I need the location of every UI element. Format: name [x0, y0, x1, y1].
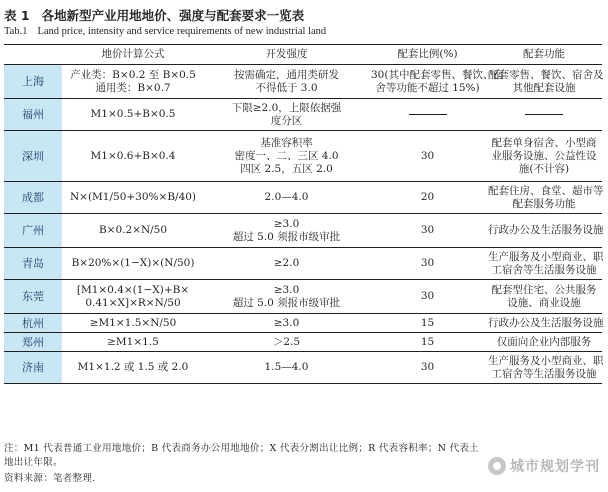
intensity-cell	[204, 99, 369, 131]
intensity-line: 超过 5.0 须报市级审批	[232, 230, 341, 243]
empty-dash	[409, 114, 447, 115]
function-line: 设施、商业设施	[507, 296, 581, 309]
city-cell: 青岛	[4, 248, 62, 280]
ratio-line: 30	[420, 290, 435, 302]
formula-cell	[62, 182, 204, 214]
formula-line: B×0.2×N/50	[98, 224, 168, 236]
formula-cell	[62, 214, 204, 248]
function-line: 生产服务及小型商业、职	[488, 354, 604, 367]
intensity-cell	[204, 65, 369, 99]
formula-line: 产业类：B×0.2 至 B×0.5	[70, 68, 196, 81]
function-cell	[486, 248, 602, 280]
table-row	[4, 314, 602, 333]
table-title-english	[4, 26, 326, 37]
intensity-line: 按需确定，通用类研发	[234, 68, 339, 81]
function-line: 工宿舍等生活服务设施	[491, 367, 597, 380]
formula-cell	[62, 314, 204, 333]
intensity-cell	[204, 280, 369, 314]
function-line: 行政办公及生活服务设施	[488, 316, 604, 329]
formula-line: ≥M1×1.5×N/50	[89, 316, 177, 329]
intensity-line: 下限≥2.0，上限依据强	[231, 101, 342, 114]
wechat-icon	[488, 457, 506, 475]
city-cell: 成都	[4, 182, 62, 214]
ratio-cell	[369, 280, 486, 314]
formula-cell	[62, 99, 204, 131]
formula-cell	[62, 352, 204, 384]
table-title-en: Land price, intensity and service requirements of new industrial land	[37, 26, 327, 37]
table-row	[4, 352, 602, 384]
watermark	[488, 456, 600, 476]
header-city	[4, 45, 62, 65]
ratio-line: 30	[420, 224, 435, 236]
watermark-text: 城市规划学刊	[510, 459, 600, 475]
intensity-line: 四区 2.5，五区 2.0	[240, 162, 333, 175]
intensity-line: ＞2.5	[272, 335, 301, 348]
table-row	[4, 131, 602, 182]
city-cell: 上海	[4, 65, 62, 99]
function-cell	[486, 352, 602, 384]
header-ratio: 配套比例(%)	[369, 45, 486, 65]
ratio-cell	[369, 182, 486, 214]
ratio-line: 15	[420, 316, 435, 329]
function-cell	[486, 131, 602, 182]
formula-line: 通用类：B×0.7	[95, 81, 171, 94]
function-cell	[486, 182, 602, 214]
table-row	[4, 248, 602, 280]
ratio-cell	[369, 248, 486, 280]
function-cell	[486, 214, 602, 248]
function-line: 配套零售、餐饮、宿舍及	[488, 68, 604, 81]
header-formula: 地价计算公式	[62, 45, 204, 65]
source-note: 资料来源：笔者整理.	[4, 473, 96, 484]
ratio-line: 30	[420, 361, 435, 373]
ratio-line: 20	[420, 191, 435, 203]
table-label-en: Tab.1	[4, 26, 28, 37]
function-line: 生产服务及小型商业、职	[488, 250, 604, 263]
intensity-line: ≥3.0	[273, 316, 300, 329]
intensity-line: ≥3.0	[273, 283, 300, 296]
function-cell	[486, 65, 602, 99]
intensity-cell	[204, 248, 369, 280]
table-note	[4, 440, 479, 468]
function-line: 业服务设施、公益性设	[491, 149, 597, 162]
function-cell	[486, 314, 602, 333]
function-line: 配套服务功能	[512, 197, 576, 210]
ratio-line: 15	[420, 335, 435, 348]
ratio-line: 30(其中配套零售、餐饮、宿	[371, 68, 504, 81]
table-title	[4, 6, 304, 24]
intensity-line: 基准容积率	[260, 136, 313, 149]
table-row	[4, 99, 602, 131]
city-cell: 广州	[4, 214, 62, 248]
city-cell: 东莞	[4, 280, 62, 314]
function-line: 配套型住宅、公共服务	[491, 283, 597, 296]
city-cell: 福州	[4, 99, 62, 131]
intensity-line: 超过 5.0 须报市级审批	[232, 296, 341, 309]
intensity-cell	[204, 333, 369, 352]
formula-line: B×20%×(1−X)×(N/50)	[71, 257, 195, 269]
ratio-cell	[369, 131, 486, 182]
ratio-cell	[369, 314, 486, 333]
formula-cell	[62, 333, 204, 352]
intensity-line: 1.5—4.0	[264, 361, 309, 373]
formula-line: M1×0.6+B×0.4	[90, 149, 176, 162]
table-header-row	[4, 45, 602, 65]
ratio-cell	[369, 333, 486, 352]
ratio-line: 30	[420, 149, 435, 162]
ratio-cell	[369, 99, 486, 131]
note-line-1: 注：M1 代表普通工业用地地价；B 代表商务办公用地地价；X 代表分割出让比例；R 代表容积率；N 代表土	[4, 443, 479, 454]
intensity-cell	[204, 182, 369, 214]
function-cell	[486, 99, 602, 131]
ratio-line: 30	[420, 257, 435, 269]
function-cell	[486, 280, 602, 314]
city-cell: 郑州	[4, 333, 62, 352]
intensity-line: ≥2.0	[273, 257, 300, 269]
function-line: 其他配套设施	[512, 81, 576, 94]
formula-line: [M1×0.4×(1−X)+B×	[76, 283, 190, 296]
function-line: 仅面向企业内部服务	[496, 335, 592, 348]
table-row	[4, 280, 602, 314]
formula-line: M1×0.5+B×0.5	[90, 108, 176, 120]
function-line: 施(不计容)	[518, 162, 570, 175]
intensity-line: 2.0—4.0	[264, 191, 309, 203]
formula-cell	[62, 248, 204, 280]
intensity-line: 密度一、二、三区 4.0	[234, 149, 339, 162]
intensity-cell	[204, 214, 369, 248]
land-policy-table	[4, 44, 602, 384]
header-intensity: 开发强度	[204, 45, 369, 65]
city-cell: 杭州	[4, 314, 62, 333]
ratio-cell	[369, 352, 486, 384]
ratio-cell	[369, 214, 486, 248]
table-title-cn: 各地新型产业用地地价、强度与配套要求一览表	[41, 8, 305, 23]
city-cell: 深圳	[4, 131, 62, 182]
formula-cell	[62, 280, 204, 314]
note-line-2: 地出让年限。	[4, 457, 63, 468]
intensity-cell	[204, 352, 369, 384]
header-function: 配套功能	[486, 45, 602, 65]
empty-dash	[525, 114, 563, 115]
table-row	[4, 333, 602, 352]
intensity-line: ≥3.0	[273, 217, 300, 230]
formula-line: M1×1.2 或 1.5 或 2.0	[77, 361, 189, 373]
function-line: 工宿舍等生活服务设施	[491, 263, 597, 276]
formula-cell	[62, 65, 204, 99]
formula-line: N×(M1/50+30%×B/40)	[69, 191, 197, 203]
table-row	[4, 214, 602, 248]
formula-line: 0.41×X]×R×N/50	[85, 296, 181, 309]
function-line: 配套单身宿舍、小型商	[491, 136, 597, 149]
table-row	[4, 65, 602, 99]
ratio-line: 舍等功能不超过 15%)	[375, 81, 480, 94]
function-line: 行政办公及生活服务设施	[488, 224, 604, 236]
table-label: 表 1	[4, 8, 30, 23]
intensity-cell	[204, 131, 369, 182]
intensity-cell	[204, 314, 369, 333]
function-line: 配套住房、食堂、超市等	[488, 184, 604, 197]
formula-cell	[62, 131, 204, 182]
formula-line: ≥M1×1.5	[107, 335, 159, 348]
ratio-cell	[369, 65, 504, 99]
intensity-line: 不得低于 3.0	[255, 81, 318, 94]
intensity-line: 度分区	[270, 114, 303, 127]
city-cell: 济南	[4, 352, 62, 384]
function-cell	[486, 333, 602, 352]
table-row	[4, 182, 602, 214]
